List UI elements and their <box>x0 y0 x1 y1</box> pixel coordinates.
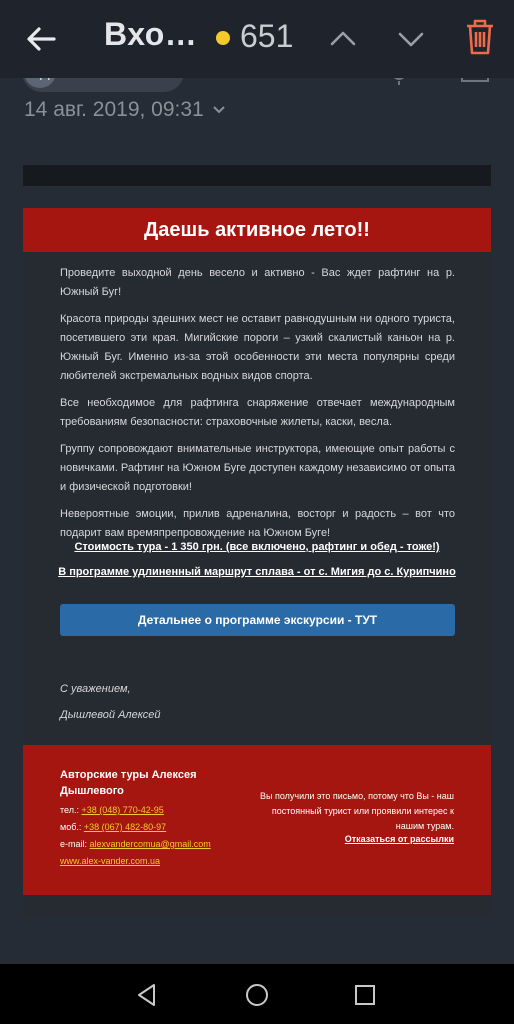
email-paragraphs <box>60 264 455 551</box>
email-date[interactable] <box>24 98 226 122</box>
date-text: 14 авг. 2019, 09:31 <box>24 98 204 121</box>
regards-text: С уважением, <box>60 683 131 695</box>
phone-link[interactable]: +38 (048) 770-42-95 <box>81 805 164 815</box>
route-line: В программе удлиненный маршрут сплава - от с. Мигия до с. Курипчино <box>58 566 456 578</box>
footer-mobile <box>60 822 166 832</box>
unread-count: 651 <box>240 18 294 54</box>
paragraph: Группу сопровождают внимательные инструктора, имеющие опыт работы с новичками. Рафтинг на Южном Буге доступен каждому независимо от опыта и физической подготовки! <box>60 443 455 493</box>
price-line: Стоимость тура - 1 350 грн. (все включено, рафтинг и обед - тоже!) <box>74 541 440 553</box>
folder-title: Вхо… <box>104 16 198 52</box>
app-toolbar <box>0 0 514 78</box>
footer-notice: Вы получили это письмо, потому что Вы - наш постоянный турист или проявили интерес к нашим турам. <box>260 791 454 831</box>
email-header-strip <box>23 165 491 186</box>
mobile-link[interactable]: +38 (067) 482-80-97 <box>83 822 167 832</box>
paragraph: Красота природы здешних мест не оставит равнодушным ни одного туриста, посетившего эти края. Мигийские пороги – узкий скалистый каньон на р. Южный Буг. Именно из-за этой особенности эти места популярны среди любителей экстремальных водных видов спорта. <box>60 313 455 382</box>
website-link[interactable]: www.alex-vander.com.ua <box>60 856 161 866</box>
paragraph: Невероятные эмоции, прилив адреналина, восторг и радость – вот что подарит вам времяпрепровождение на Южном Буге! <box>60 508 455 539</box>
email-link[interactable]: alexvandercomua@gmail.com <box>89 839 211 849</box>
footer-company: Авторские туры Алексея Дышлевого <box>60 769 197 797</box>
program-details-button[interactable]: Детальнее о программе экскурсии - ТУТ <box>60 604 455 636</box>
email-body <box>23 208 491 916</box>
email-label: e-mail: <box>60 839 90 849</box>
paragraph: Проведите выходной день весело и активно - Вас ждет рафтинг на р. Южный Буг! <box>60 267 455 298</box>
unsubscribe-link[interactable]: Отказаться от рассылки <box>344 834 454 844</box>
nav-home-icon[interactable] <box>244 982 270 1008</box>
mobile-label: моб.: <box>60 822 84 832</box>
chevron-down-small-icon <box>212 105 226 115</box>
system-navigation-bar <box>0 964 514 1024</box>
nav-back-icon[interactable] <box>134 982 160 1008</box>
chevron-down-icon[interactable] <box>396 24 426 54</box>
nav-recents-icon[interactable] <box>354 984 376 1006</box>
signature-text: Дышлевой Алексей <box>60 709 161 721</box>
phone-label: тел.: <box>60 805 82 815</box>
paragraph: Все необходимое для рафтинга снаряжение отвечает международным требованиям безопасности: страховочные жилеты, каски, весла. <box>60 397 455 428</box>
chevron-up-icon[interactable] <box>328 24 358 54</box>
footer-email <box>60 839 211 849</box>
back-arrow-icon[interactable] <box>24 22 58 56</box>
trash-icon[interactable] <box>464 18 496 56</box>
email-banner-title: Даешь активное лето!! <box>23 208 491 252</box>
email-footer <box>23 745 491 895</box>
footer-phone <box>60 805 164 815</box>
unread-dot-icon <box>216 31 230 45</box>
